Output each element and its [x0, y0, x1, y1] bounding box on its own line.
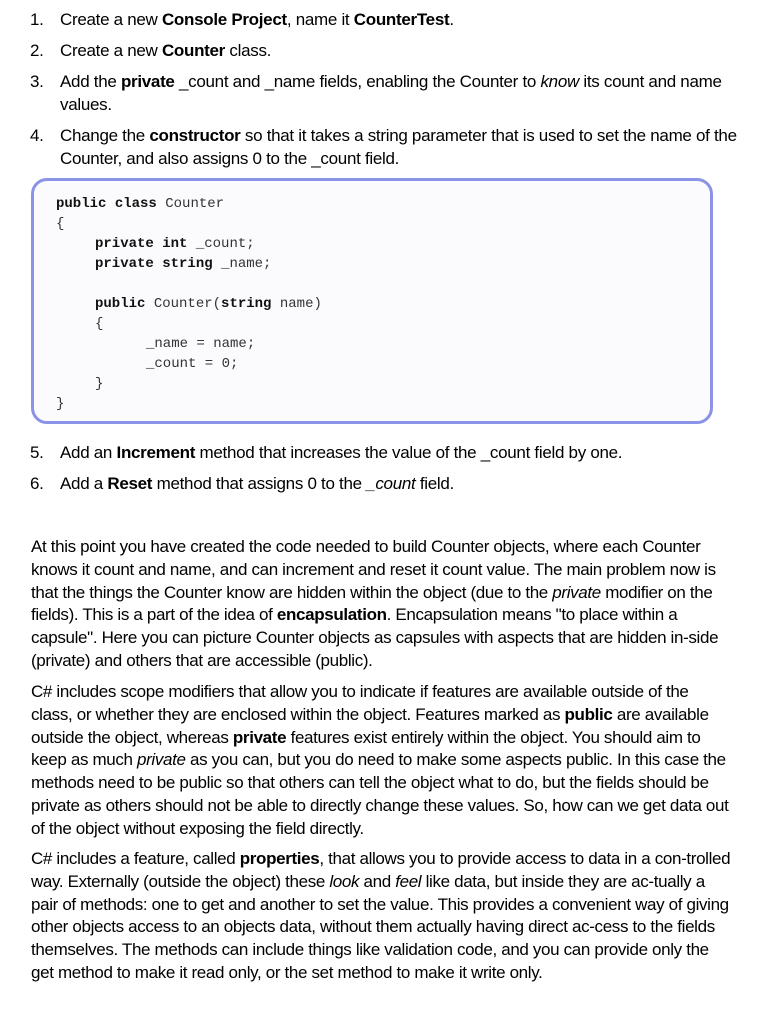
code-text: _name;: [212, 256, 272, 272]
italic-text: _count: [366, 474, 416, 493]
code-keyword: public: [95, 296, 146, 312]
text-run: Create a new: [60, 10, 162, 29]
code-line: {: [56, 216, 65, 232]
text-run: _count and _name fields, enabling the Counter to: [174, 72, 541, 91]
code-block: [31, 178, 713, 424]
italic-text: look: [329, 871, 360, 891]
bold-text: constructor: [149, 126, 241, 145]
step-text: [60, 124, 740, 170]
italic-text: private: [137, 750, 186, 770]
bold-text: public: [564, 704, 613, 724]
text-run: its count and name values.: [60, 72, 722, 114]
code-keyword: int: [162, 236, 188, 252]
code-line: }: [56, 396, 65, 412]
bold-text: CounterTest: [353, 10, 450, 29]
code-keyword: string: [162, 256, 213, 272]
text-run: method that increases the value of the _count field by one.: [195, 443, 623, 462]
bold-text: properties: [239, 849, 320, 868]
code-line: [95, 254, 271, 274]
italic-text: know: [540, 72, 579, 91]
text-run: method that assigns 0 to the: [152, 474, 367, 493]
code-keyword: class: [114, 196, 157, 212]
step-number: 5.: [30, 443, 44, 462]
text-run: are available outside the object, whereas: [31, 704, 709, 747]
code-keyword: string: [221, 296, 272, 312]
text-run: and: [359, 871, 396, 891]
step-number: 3.: [30, 72, 44, 91]
bold-text: Reset: [107, 474, 153, 493]
text-run: field.: [415, 474, 454, 493]
text-run: C# includes a feature, called: [31, 849, 240, 868]
code-line: _count = 0;: [146, 356, 239, 372]
step-text: [60, 441, 740, 464]
paragraph-scope-modifiers: [31, 681, 731, 841]
bold-text: private: [232, 727, 287, 747]
step-text: [60, 8, 740, 31]
code-text: _count;: [187, 236, 255, 252]
text-run: like data, but inside they are ac-tually a pair of methods: one to get and another to set the value. This provides a convenient way of giving other objects access to an objects data, without them actually having direct ac-cess to the fields themselves. The methods can include things like validation code, and you can provide only the get method to make it read only, or the set method to make it write only.: [31, 871, 729, 982]
text-run: , that allows you to provide access to data in a con-trolled way. Externally (outside the object) these: [31, 849, 731, 891]
paragraph-properties: [31, 848, 731, 985]
code-text: Counter(: [145, 296, 222, 312]
bold-text: Console Project: [161, 10, 287, 29]
code-text: Counter: [156, 196, 225, 212]
text-run: modifier on the fields). This is a part of the idea of: [31, 582, 713, 625]
bold-text: Counter: [161, 41, 225, 60]
step-text: [60, 472, 740, 495]
italic-text: private: [552, 582, 601, 602]
text-run: Add a: [60, 474, 108, 493]
text-run: class.: [225, 41, 272, 60]
text-run: as you can, but you do need to make some aspects public. In this case the methods need to be public so that others can tell the object what to do, but the fields should be private as others should not be able to directly change these values. So, how can we get data out of the object without exposing the field directly.: [31, 750, 729, 838]
text-run: Add the: [60, 72, 121, 91]
code-keyword: public: [56, 196, 107, 212]
code-keyword: private: [95, 236, 154, 252]
bold-text: private: [120, 72, 175, 91]
code-line: [95, 294, 322, 314]
text-run: , name it: [286, 10, 354, 29]
step-text: [60, 70, 740, 116]
bold-text: Increment: [116, 443, 196, 462]
code-line: [56, 194, 224, 214]
step-number: 4.: [30, 126, 44, 145]
text-run: Create a new: [60, 41, 162, 60]
text-run: features exist entirely within the object. You should aim to keep as much: [31, 727, 701, 770]
italic-text: feel: [395, 871, 422, 891]
text-run: Change the: [60, 126, 150, 145]
step-text: [60, 39, 740, 62]
code-line: {: [95, 316, 104, 332]
code-line: }: [95, 376, 104, 392]
step-number: 1.: [30, 10, 44, 29]
text-run: C# includes scope modifiers that allow you to indicate if features are available outside of the class, or whether they are enclosed within the object. Features marked as: [31, 682, 689, 724]
bold-text: encapsulation: [276, 605, 387, 625]
paragraph-encapsulation: [31, 536, 731, 673]
text-run: At this point you have created the code needed to build Counter objects, where each Counter knows it count and name, and can increment and reset it count value. The main problem now is that the things the Counter know are hidden within the object (due to the: [31, 537, 716, 602]
step-number: 2.: [30, 41, 44, 60]
text-run: . Encapsulation means "to place within a capsule". Here you can picture Counter objects as capsules with aspects that are hidden in-side (private) and others that are accessible (public).: [31, 605, 719, 670]
text-run: so that it takes a string parameter that is used to set the name of the Counter, and also assigns 0 to the _count field.: [60, 126, 737, 168]
step-number: 6.: [30, 474, 44, 493]
code-keyword: private: [95, 256, 154, 272]
code-text: name): [271, 296, 322, 312]
code-line: [95, 234, 255, 254]
text-run: Add an: [60, 443, 117, 462]
code-line: _name = name;: [146, 336, 256, 352]
text-run: .: [449, 10, 454, 29]
